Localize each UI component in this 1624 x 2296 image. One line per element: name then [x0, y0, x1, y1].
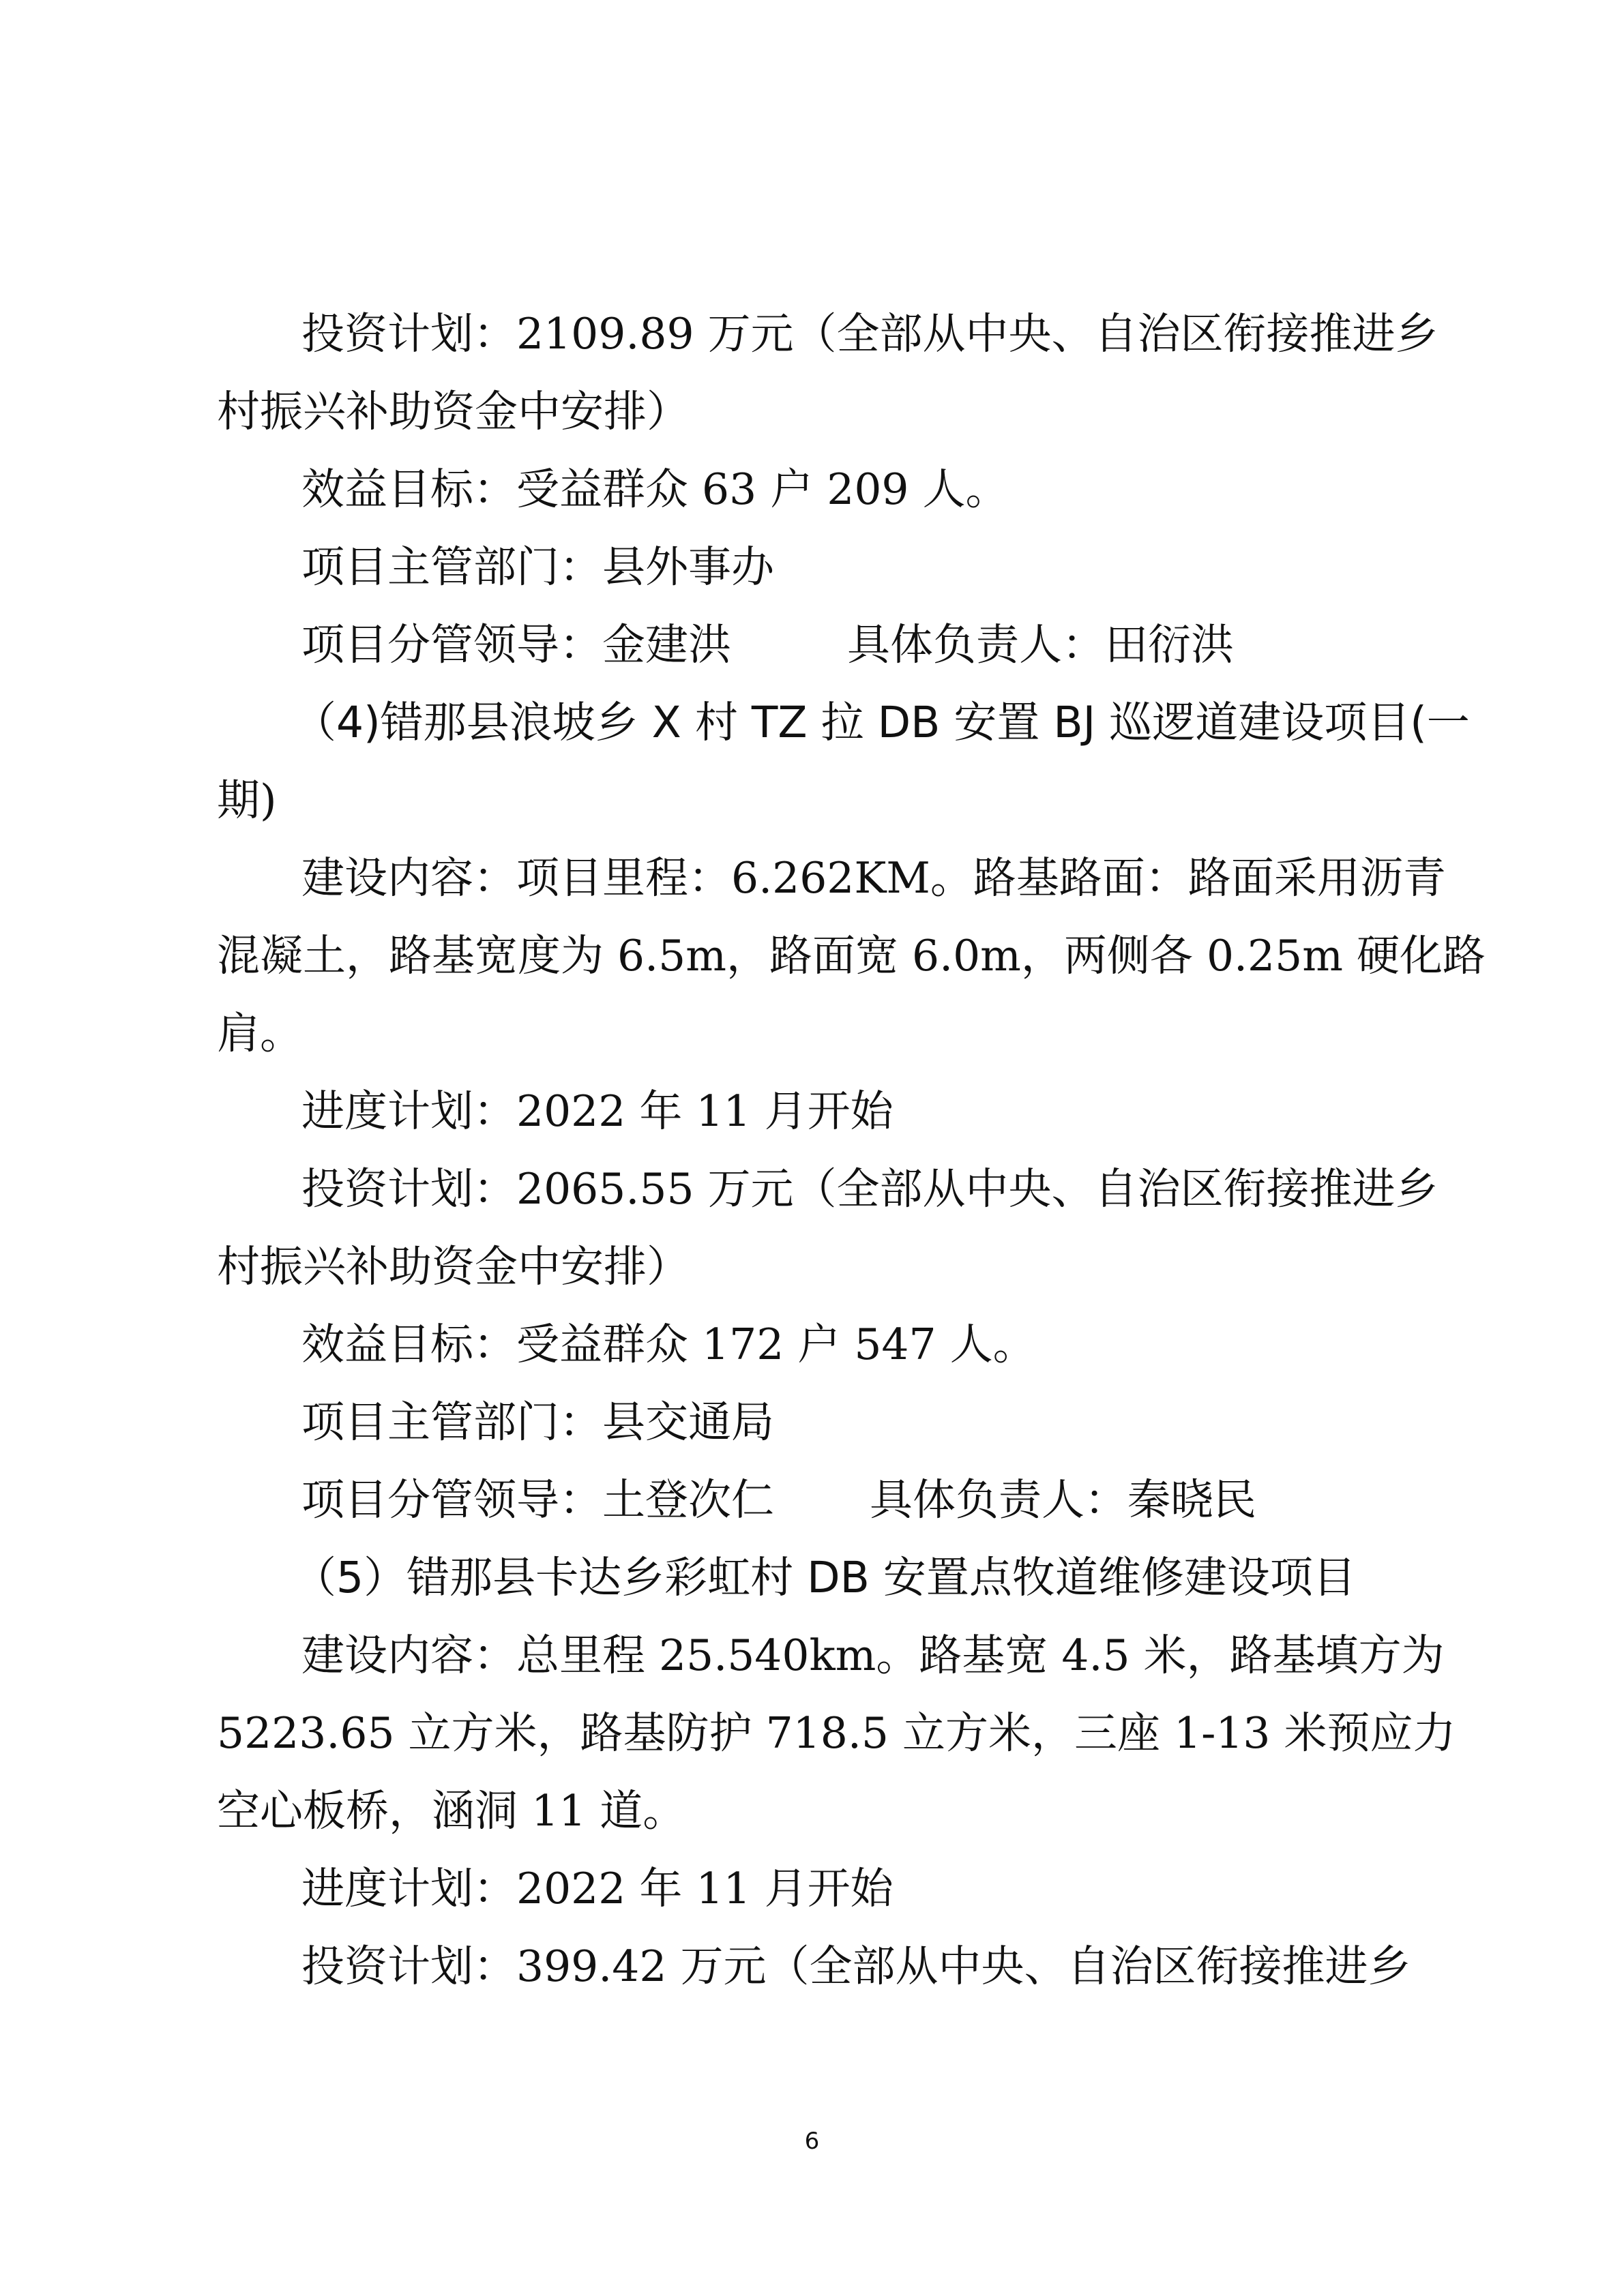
page-number: 6 — [804, 2128, 820, 2155]
paragraph-line: 村振兴补助资金中安排） — [217, 1242, 690, 1292]
paragraph-line: 建设内容：总里程 25.540km。路基宽 4.5 米，路基填方为 — [301, 1630, 1445, 1680]
paragraph-line: 期) — [217, 775, 277, 825]
paragraph-line: 进度计划：2022 年 11 月开始 — [301, 1864, 894, 1913]
responsible-person-label: 具体负责人：秦晓民 — [870, 1475, 1256, 1525]
leader-label: 项目分管领导：土登次仁 — [301, 1475, 774, 1525]
paragraph-line: 进度计划：2022 年 11 月开始 — [301, 1086, 894, 1136]
paragraph-line: 投资计划：2065.55 万元（全部从中央、自治区衔接推进乡 — [301, 1164, 1438, 1214]
paragraph-line — [301, 1473, 1624, 1527]
paragraph-line: 效益目标：受益群众 63 户 209 人。 — [301, 464, 1009, 514]
responsible-person-label: 具体负责人：田衍洪 — [847, 620, 1234, 670]
paragraph-line: 效益目标：受益群众 172 户 547 人。 — [301, 1320, 1036, 1369]
leader-label: 项目分管领导：金建洪 — [301, 620, 731, 670]
paragraph-line — [301, 618, 1624, 672]
section-heading: （4)错那县浪坡乡 X 村 TZ 拉 DB 安置 BJ 巡逻道建设项目(一 — [293, 698, 1470, 747]
paragraph-line: 肩。 — [217, 1009, 303, 1058]
paragraph-line: 投资计划：399.42 万元（全部从中央、自治区衔接推进乡 — [301, 1941, 1411, 1991]
paragraph-line: 投资计划：2109.89 万元（全部从中央、自治区衔接推进乡 — [301, 309, 1438, 359]
paragraph-line: 建设内容：项目里程：6.262KM。路基路面：路面采用沥青 — [301, 853, 1446, 903]
paragraph-line: 5223.65 立方米，路基防护 718.5 立方米，三座 1-13 米预应力 — [217, 1708, 1456, 1758]
section-heading: （5）错那县卡达乡彩虹村 DB 安置点牧道维修建设项目 — [293, 1553, 1356, 1602]
paragraph-line: 混凝土，路基宽度为 6.5m，路面宽 6.0m，两侧各 0.25m 硬化路 — [217, 931, 1486, 981]
paragraph-line: 空心板桥，涵洞 11 道。 — [217, 1786, 686, 1836]
paragraph-line: 村振兴补助资金中安排） — [217, 387, 690, 436]
paragraph-line: 项目主管部门：县交通局 — [301, 1397, 774, 1447]
paragraph-line: 项目主管部门：县外事办 — [301, 542, 774, 592]
